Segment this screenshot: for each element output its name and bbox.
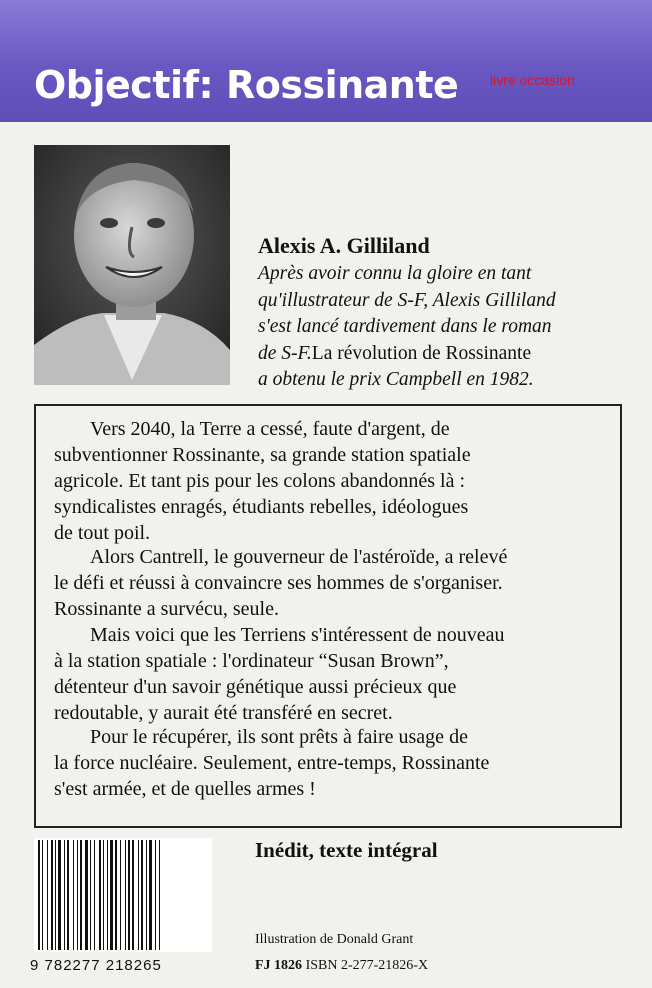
watermark-text: livre occasion [490,72,575,88]
bio-line: a obtenu le prix Campbell en 1982. [258,369,534,390]
barcode-bar [94,840,95,950]
bio-line-upright: La révolution de Rossinante [311,342,532,364]
bio-line: Après avoir connu la gloire en tant [258,263,532,284]
barcode-bar [47,840,48,950]
barcode-bar [128,840,130,950]
author-name: Alexis A. Gilliland [258,233,430,258]
book-title: Objectif: Rossinante [34,63,459,107]
blurb-line: syndicalistes enragés, étudiants rebelles, idéologues [54,496,469,518]
blurb-line: subventionner Rossinante, sa grande station spatiale [54,444,471,466]
bio-line [258,341,628,368]
barcode-icon [34,838,212,952]
blurb-paragraph [54,622,614,726]
barcode-bar [146,840,147,950]
blurb-line: Mais voici que les Terriens s'intéressent de nouveau [90,624,505,646]
barcode-bar [120,840,121,950]
bio-line: s'est lancé tardivement dans le roman [258,316,552,337]
blurb-line: à la station spatiale : l'ordinateur “Susan Brown”, [54,650,449,672]
barcode-bar [77,840,78,950]
blurb-line: la force nucléaire. Seulement, entre-temps, Rossinante [54,752,490,774]
barcode-bar [155,840,156,950]
blurb-line: agricole. Et tant pis pour les colons abandonnés là : [54,470,466,492]
bio-line-start: de S-F. [258,342,312,364]
barcode-bar [107,840,108,950]
isbn-text: ISBN 2-277-21826-X [305,958,429,973]
barcode-bar [80,840,82,950]
barcode-bar [115,840,117,950]
barcode-bar [55,840,56,950]
barcode-bar [64,840,65,950]
barcode-bar [159,840,160,950]
blurb-line: Alors Cantrell, le gouverneur de l'astéroïde, a relevé [90,546,508,568]
illustration-credit: Illustration de Donald Grant [255,932,414,947]
blurb-paragraph [54,724,614,802]
barcode-bar [67,840,69,950]
blurb-line: le défi et réussi à convaincre ses hommes de s'organiser. [54,572,503,594]
barcode-bar [110,840,113,950]
catalog-code: FJ 1826 [255,958,303,973]
barcode-bar [42,840,43,950]
blurb-line: Vers 2040, la Terre a cessé, faute d'argent, de [90,418,450,440]
blurb-line: Rossinante a survécu, seule. [54,598,279,620]
author-portrait-icon [34,145,230,385]
blurb-line: Pour le récupérer, ils sont prêts à faire usage de [90,726,468,748]
barcode-digits: 9 782277 218265 [30,957,162,974]
author-bio [258,261,628,394]
blurb-paragraph [54,544,614,622]
barcode-bar [149,840,152,950]
bio-line: qu'illustrateur de S-F, Alexis Gilliland [258,289,556,311]
barcode-bar [103,840,104,950]
barcode-bar [138,840,139,950]
blurb-line: s'est armée, et de quelles armes ! [54,778,316,800]
blurb-line: de tout poil. [54,522,151,544]
title-banner [0,0,652,122]
edition-label: Inédit, texte intégral [255,838,438,862]
barcode-bar [51,840,53,950]
barcode-bar [141,840,143,950]
barcode-bar [38,840,40,950]
blurb-line: détenteur d'un savoir génétique aussi précieux que [54,676,457,698]
barcode-bar [90,840,91,950]
barcode-bar [132,840,134,950]
barcode-bar [73,840,74,950]
barcode-bar [125,840,126,950]
barcode-bar [85,840,88,950]
isbn-line [255,958,428,974]
barcode-bar [99,840,101,950]
blurb-line: redoutable, y aurait été transféré en secret. [54,702,393,724]
barcode-bar [58,840,61,950]
blurb-paragraph [54,416,614,546]
